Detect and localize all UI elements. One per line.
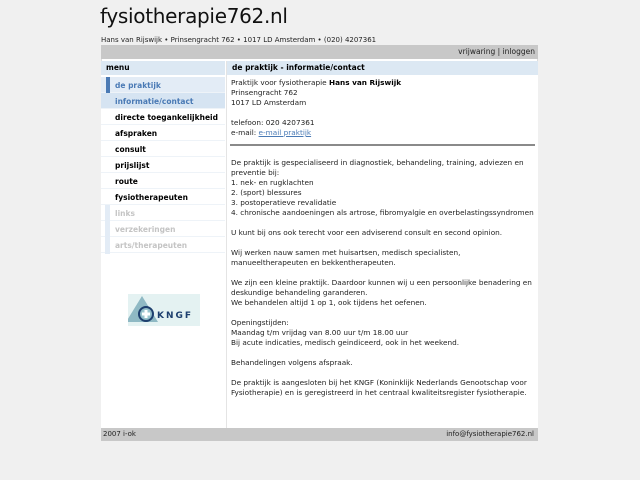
- specialisation-item: 1. nek- en rugklachten: [231, 178, 314, 187]
- intro-text: Praktijk voor fysiotherapie: [231, 78, 329, 87]
- sidebar-item-arts-therapeuten[interactable]: arts/therapeuten: [101, 237, 225, 253]
- second-opinion-paragraph: U kunt bij ons ook terecht voor een adviserend consult en second opinion.: [231, 228, 503, 237]
- opening-hours-weekend: Bij acute indicaties, medisch geindiceerd, ook in het weekend.: [231, 338, 460, 347]
- sidebar-item-de-praktijk[interactable]: de praktijk: [101, 77, 225, 93]
- sidebar-item-directe-toegankelijkheid[interactable]: directe toegankelijkheid: [101, 109, 225, 125]
- opening-hours-weekdays: Maandag t/m vrijdag van 8.00 uur t/m 18.00 uur: [231, 328, 409, 337]
- kngf-logo-graphic: [128, 294, 200, 326]
- appointment-paragraph: Behandelingen volgens afspraak.: [231, 358, 353, 367]
- sidebar-item-verzekeringen[interactable]: verzekeringen: [101, 221, 225, 237]
- specialisation-item: 2. (sport) blessures: [231, 188, 302, 197]
- sidebar: [101, 61, 225, 428]
- top-links: [458, 47, 535, 56]
- small-practice-paragraph: [231, 278, 534, 308]
- kngf-logo-text: KNGF: [157, 311, 194, 321]
- content-header: de praktijk - informatie/contact: [227, 61, 538, 75]
- sidebar-item-links[interactable]: links: [101, 205, 225, 221]
- kngf-paragraph: De praktijk is aangesloten bij het KNGF (Koninklijk Nederlands Genootschap voor Fysiotherapie) en is geregistreerd in het centraal kwaliteitsregister fysiotherapie.: [231, 378, 527, 397]
- specialisation-item: 4. chronische aandoeningen als artrose, fibromyalgie en overbelastingssyndromen: [231, 208, 534, 217]
- sidebar-header: menu: [101, 61, 225, 75]
- top-bar: [101, 45, 538, 59]
- opening-hours-title: Openingstijden:: [231, 318, 289, 327]
- specialisation-paragraph: [231, 158, 534, 218]
- sidebar-item-prijslijst[interactable]: prijslijst: [101, 157, 225, 173]
- address-line-2: 1017 LD Amsterdam: [231, 98, 307, 107]
- sidebar-menu: [101, 77, 225, 253]
- link-separator: |: [497, 47, 501, 56]
- divider: [230, 144, 535, 146]
- vrijwaring-link[interactable]: vrijwaring: [458, 47, 496, 56]
- site-subline: Hans van Rijswijk • Prinsengracht 762 • 1017 LD Amsterdam • (020) 4207361: [101, 36, 377, 44]
- sidebar-item-fysiotherapeuten[interactable]: fysiotherapeuten: [101, 189, 225, 205]
- specialisation-intro: De praktijk is gespecialiseerd in diagnostiek, behandeling, training, adviezen en preventie bij:: [231, 158, 524, 177]
- footer: [101, 428, 538, 441]
- specialisation-item: 3. postoperatieve revalidatie: [231, 198, 337, 207]
- footer-copyright: 2007 i-ok: [103, 430, 136, 438]
- sidebar-item-afspraken[interactable]: afspraken: [101, 125, 225, 141]
- kngf-logo[interactable]: [128, 294, 200, 326]
- opening-hours-paragraph: [231, 318, 534, 348]
- main-content: [226, 61, 538, 428]
- phone-line: telefoon: 020 4207361: [231, 118, 315, 127]
- site-title: fysiotherapie762.nl: [100, 4, 288, 28]
- contact-block: [231, 78, 534, 138]
- sidebar-item-route[interactable]: route: [101, 173, 225, 189]
- inloggen-link[interactable]: inloggen: [502, 47, 535, 56]
- address-line-1: Prinsengracht 762: [231, 88, 298, 97]
- email-label: e-mail:: [231, 128, 259, 137]
- sidebar-item-consult[interactable]: consult: [101, 141, 225, 157]
- cooperation-paragraph: Wij werken nauw samen met huisartsen, medisch specialisten, manueeltherapeuten en bekkentherapeuten.: [231, 248, 461, 267]
- small-practice-text: We zijn een kleine praktijk. Daardoor kunnen wij u een persoonlijke benadering en deskundige behandeling garanderen.: [231, 278, 532, 297]
- sidebar-item-informatie-contact[interactable]: informatie/contact: [101, 93, 225, 109]
- small-practice-text: We behandelen altijd 1 op 1, ook tijdens het oefenen.: [231, 298, 427, 307]
- content-body: [227, 75, 538, 398]
- email-link[interactable]: e-mail praktijk: [258, 128, 312, 137]
- practitioner-name: Hans van Rijswijk: [328, 78, 402, 87]
- footer-email[interactable]: info@fysiotherapie762.nl: [446, 430, 534, 438]
